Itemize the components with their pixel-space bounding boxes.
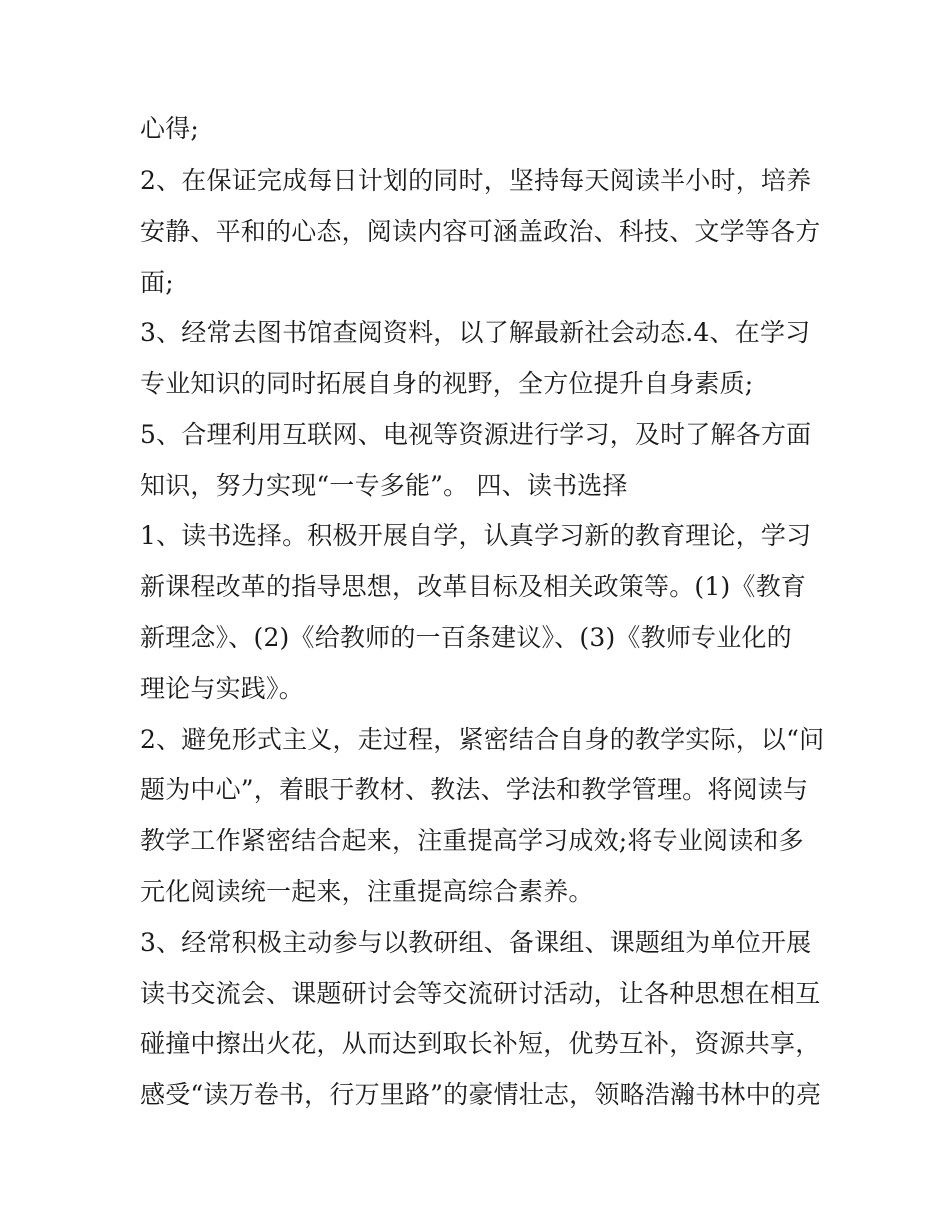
text-line: 教学工作紧密结合起来，注重提高学习成效;将专业阅读和多 xyxy=(140,826,804,855)
text-line: 读书交流会、课题研讨会等交流研讨活动，让各种思想在相互 xyxy=(140,979,821,1008)
text-line: 2、在保证完成每日计划的同时，坚持每天阅读半小时，培养 xyxy=(140,166,812,195)
text-line: 安静、平和的心态，阅读内容可涵盖政治、科技、文学等各方 xyxy=(140,217,821,246)
text-line: 理论与实践》。 xyxy=(140,674,304,703)
text-line: 新课程改革的指导思想，改革目标及相关政策等。(1)《教育 xyxy=(140,572,807,601)
text-line: 1、读书选择。积极开展自学，认真学习新的教育理论，学习 xyxy=(140,521,812,550)
text-line: 心得; xyxy=(140,114,200,143)
text-line: 感受“读万卷书，行万里路”的豪情壮志，领略浩瀚书林中的亮 xyxy=(140,1080,822,1109)
text-line: 5、合理利用互联网、电视等资源进行学习，及时了解各方面 xyxy=(140,420,812,449)
text-line: 碰撞中擦出火花，从而达到取长补短，优势互补，资源共享， xyxy=(140,1029,821,1058)
text-line: 新理念》、(2)《给教师的一百条建议》、(3)《教师专业化的 xyxy=(140,623,792,652)
text-line: 面; xyxy=(140,268,174,297)
text-line: 题为中心”，着眼于教材、教法、学法和教学管理。将阅读与 xyxy=(140,775,809,804)
text-line: 专业知识的同时拓展自身的视野，全方位提升自身素质; xyxy=(140,369,754,398)
text-line: 元化阅读统一起来，注重提高综合素养。 xyxy=(140,877,594,906)
text-line: 知识，努力实现“一专多能”。 四、读书选择 xyxy=(140,471,628,500)
text-line: 3、经常积极主动参与以教研组、备课组、课题组为单位开展 xyxy=(140,928,812,957)
text-line: 3、经常去图书馆查阅资料，以了解最新社会动态.4、在学习 xyxy=(140,318,811,347)
text-line: 2、避免形式主义，走过程，紧密结合自身的教学实际，以“问 xyxy=(140,725,825,754)
